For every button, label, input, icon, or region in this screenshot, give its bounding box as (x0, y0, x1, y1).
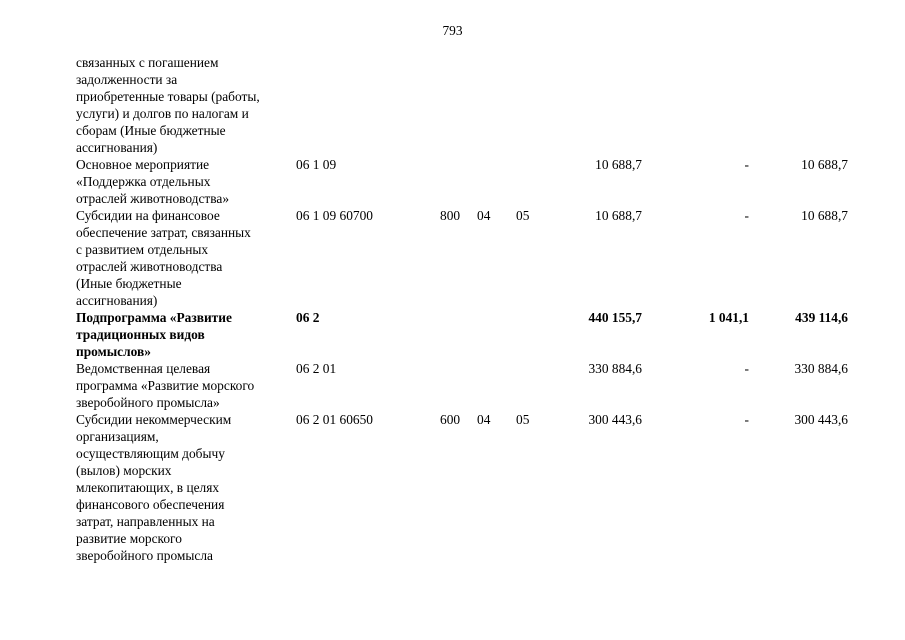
item-name-line: Субсидии на финансовое (76, 208, 220, 223)
regional-amount-cell: 439 114,6 (795, 310, 848, 325)
item-name-line: «Поддержка отдельных (76, 174, 211, 189)
federal-amount-cell: 1 041,1 (708, 310, 749, 325)
subsection-cell: 05 (516, 208, 530, 223)
item-name-line: Субсидии некоммерческим (76, 412, 232, 427)
item-name-cell (76, 309, 291, 360)
item-name-line: отраслей животноводства (76, 259, 223, 274)
budget-table (0, 54, 905, 564)
subsection-cell: 05 (516, 412, 530, 427)
total-amount-cell: 10 688,7 (595, 208, 642, 223)
item-name-line: промыслов» (76, 344, 151, 359)
item-name-line: Основное мероприятие (76, 157, 210, 172)
item-name-line: связанных с погашением (76, 55, 219, 70)
table-row (0, 207, 905, 309)
regional-amount-cell: 10 688,7 (801, 208, 848, 223)
section-cell: 04 (477, 412, 491, 427)
item-name-line: приобретенные товары (работы, (76, 89, 260, 104)
item-name-line: отраслей животноводства» (76, 191, 230, 206)
item-name-line: развитие морского (76, 531, 182, 546)
item-name-cell (76, 156, 291, 207)
item-name-line: сборам (Иные бюджетные (76, 123, 226, 138)
regional-amount-cell: 330 884,6 (794, 361, 848, 376)
table-row (0, 411, 905, 564)
item-name-line: обеспечение затрат, связанных (76, 225, 251, 240)
federal-amount-cell: - (744, 157, 749, 172)
item-name-line: программа «Развитие морского (76, 378, 255, 393)
item-name-cell (76, 54, 291, 156)
regional-amount-cell: 300 443,6 (794, 412, 848, 427)
item-name-line: затрат, направленных на (76, 514, 215, 529)
item-name-line: (вылов) морских (76, 463, 172, 478)
target-code-cell: 06 2 01 (296, 361, 337, 376)
item-name-line: млекопитающих, в целях (76, 480, 220, 495)
item-name-line: традиционных видов (76, 327, 205, 342)
total-amount-cell: 300 443,6 (588, 412, 642, 427)
table-row (0, 360, 905, 411)
regional-amount-cell: 10 688,7 (801, 157, 848, 172)
item-name-line: с развитием отдельных (76, 242, 209, 257)
table-row (0, 309, 905, 360)
item-name-cell (76, 207, 291, 309)
section-cell: 04 (477, 208, 491, 223)
item-name-line: Подпрограмма «Развитие (76, 310, 232, 325)
federal-amount-cell: - (744, 208, 749, 223)
expense-type-cell: 600 (440, 412, 461, 427)
target-code-cell: 06 1 09 60700 (296, 208, 373, 223)
table-row (0, 156, 905, 207)
item-name-line: зверобойного промысла» (76, 395, 220, 410)
federal-amount-cell: - (744, 412, 749, 427)
item-name-line: услуги) и долгов по налогам и (76, 106, 249, 121)
table-row (0, 54, 905, 156)
item-name-line: зверобойного промысла (76, 548, 213, 563)
total-amount-cell: 10 688,7 (595, 157, 642, 172)
item-name-line: ассигнования) (76, 293, 158, 308)
federal-amount-cell: - (744, 361, 749, 376)
item-name-line: организациям, (76, 429, 159, 444)
expense-type-cell: 800 (440, 208, 461, 223)
total-amount-cell: 440 155,7 (588, 310, 642, 325)
item-name-line: задолженности за (76, 72, 178, 87)
item-name-cell (76, 411, 291, 564)
item-name-line: финансового обеспечения (76, 497, 225, 512)
target-code-cell: 06 2 01 60650 (296, 412, 373, 427)
page-number: 793 (442, 23, 463, 38)
target-code-cell: 06 1 09 (296, 157, 337, 172)
item-name-line: осуществляющим добычу (76, 446, 225, 461)
item-name-line: (Иные бюджетные (76, 276, 182, 291)
target-code-cell: 06 2 (296, 310, 320, 325)
item-name-line: ассигнования) (76, 140, 158, 155)
total-amount-cell: 330 884,6 (588, 361, 642, 376)
item-name-cell (76, 360, 291, 411)
item-name-line: Ведомственная целевая (76, 361, 211, 376)
